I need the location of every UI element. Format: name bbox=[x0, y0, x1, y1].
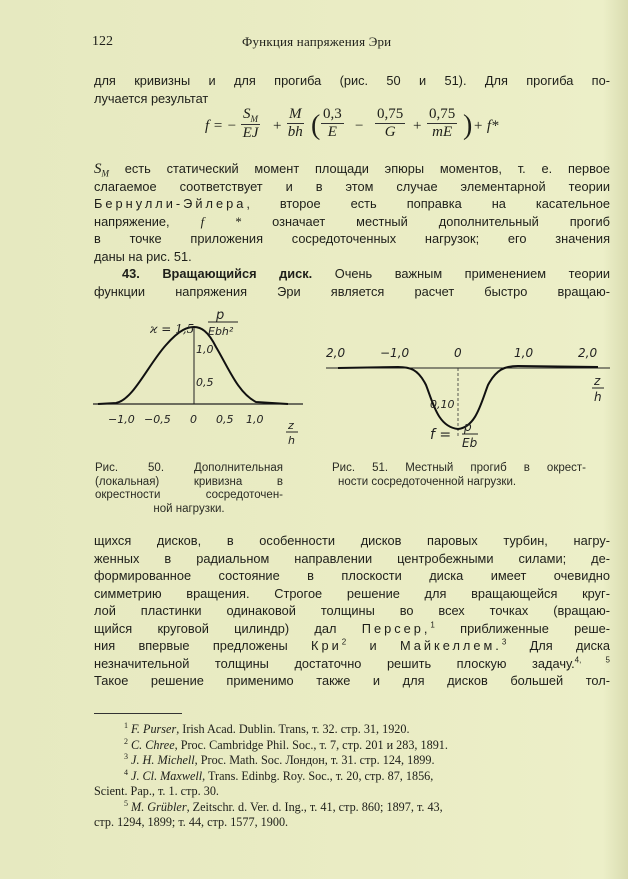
text-line: слагаемое соответствует и в этом случае элементарной теории bbox=[94, 178, 610, 194]
text-line: функции напряжения Эри является расчет быстро вращаю- bbox=[94, 283, 610, 299]
svg-text:p: p bbox=[464, 420, 472, 434]
svg-text:Ebh²: Ebh² bbox=[208, 325, 234, 338]
figure-51-caption: Рис. 51. Местный прогиб в окрест- ности сосредоточенной нагрузки. bbox=[332, 462, 586, 488]
svg-text:z: z bbox=[288, 419, 294, 432]
svg-text:0: 0 bbox=[454, 346, 462, 360]
fraction-03-e: $\frac{0,3}{E}$ bbox=[323, 106, 342, 140]
svg-text:f =: f = bbox=[430, 427, 452, 443]
left-paren: ( bbox=[311, 110, 321, 141]
name-michell: Майкеллем. bbox=[399, 638, 502, 653]
text-line: формированное состояние в плоскости диска имеет очевидно bbox=[94, 568, 610, 583]
footnote-ref[interactable]: 3 bbox=[501, 637, 507, 647]
svg-text:h: h bbox=[288, 434, 295, 447]
fraction-sm-ej: $\frac{S_M}{EJ}$ bbox=[242, 106, 259, 141]
paragraph-1 bbox=[94, 72, 610, 107]
svg-text:p: p bbox=[216, 308, 225, 323]
figure-50-caption: Рис. 50. Дополнительная (локальная) кривизна в окрестности сосредоточен- ной нагрузки. bbox=[95, 462, 283, 515]
svg-text:0,10: 0,10 bbox=[430, 398, 455, 411]
section-title: 43. Вращающийся диск. bbox=[122, 266, 313, 281]
text-line: даны на рис. 51. bbox=[94, 248, 192, 264]
minus-sign: − bbox=[355, 118, 364, 134]
text-line: незначительной толщины достаточно решить плоскую задачу.$^{4, 5}$ bbox=[94, 655, 611, 671]
section-heading-line: 43. Вращающийся диск. Очень важным применением теории bbox=[122, 266, 610, 281]
footnote-2: $^2$ C. Chree, Proc. Cambridge Phil. Soc., т. 7, стр. 201 и 283, 1891. bbox=[124, 736, 448, 752]
footnotes bbox=[94, 722, 610, 831]
name-bernoulli-euler: Бернулли-Эйлера bbox=[94, 196, 247, 211]
text-line: в точке приложения сосредоточенных нагрузок; его значения bbox=[94, 231, 610, 246]
svg-text:2,0: 2,0 bbox=[578, 346, 598, 360]
paragraph-3 bbox=[94, 532, 610, 690]
svg-text:0,5: 0,5 bbox=[216, 413, 234, 426]
text-line: $S_M$ есть статический момент площади эпюры моментов, т. е. первое bbox=[94, 161, 610, 179]
fraction-075-me: $\frac{0,75}{mE}$ bbox=[429, 106, 456, 140]
svg-text:1,0: 1,0 bbox=[246, 413, 264, 426]
footnote-5: $^5$ M. Grübler, Zeitschr. d. Ver. d. Ing., т. 41, стр. 860; 1897, т. 43, bbox=[124, 798, 443, 814]
text-line: Такое решение применимо также и для дисков большей тол- bbox=[94, 673, 610, 688]
running-title: Функция напряжения Эри bbox=[242, 34, 392, 49]
fraction-m-bh: $\frac{M}{bh}$ bbox=[287, 106, 303, 140]
name-chree: Кри bbox=[311, 638, 342, 653]
page-header bbox=[92, 34, 532, 50]
footnote-4: $^4$ J. Cl. Maxwell, Trans. Edinbg. Roy. Soc., т. 20, стр. 87, 1856, bbox=[124, 767, 434, 783]
plus-sign: + bbox=[273, 118, 282, 134]
svg-text:1,0: 1,0 bbox=[514, 346, 534, 360]
svg-text:0,5: 0,5 bbox=[196, 376, 214, 389]
page-number: 122 bbox=[92, 34, 113, 49]
footnote-3: $^3$ J. H. Michell, Proc. Math. Soc. Лондон, т. 31. стр. 124, 1899. bbox=[124, 751, 435, 767]
text-line: симметрию вращения. Строгое решение для вращающейся круг- bbox=[94, 585, 610, 601]
svg-text:h: h bbox=[594, 390, 602, 404]
text-line: женных в радиальном направлении центробежными силами; де- bbox=[94, 550, 610, 566]
footnote-4-cont: Scient. Pap., т. 1. стр. 30. bbox=[94, 784, 219, 798]
formula-tail: + f* bbox=[473, 118, 499, 134]
svg-text:−1,0: −1,0 bbox=[108, 413, 135, 426]
svg-text:0: 0 bbox=[190, 413, 197, 426]
text-line: лучается результат bbox=[94, 90, 209, 106]
deflection-formula bbox=[205, 106, 505, 156]
fraction-075-g: $\frac{0,75}{G}$ bbox=[377, 106, 404, 140]
right-paren: ) bbox=[463, 110, 473, 141]
svg-text:−0,5: −0,5 bbox=[144, 413, 171, 426]
footnote-ref[interactable]: 2 bbox=[341, 637, 347, 647]
text-line: Бернулли-Эйлера, второе есть поправка на касательное bbox=[94, 196, 610, 211]
figure-51-deflection-chart bbox=[318, 335, 618, 460]
plus-sign: + bbox=[413, 118, 422, 134]
name-purser: Персер, bbox=[361, 620, 431, 636]
footnote-ref[interactable]: 1 bbox=[430, 620, 435, 630]
text-line: щийся круговой цилиндр) дал Персер,$^1$ приближенные реше- bbox=[94, 620, 610, 636]
svg-text:z: z bbox=[594, 374, 601, 388]
svg-text:Eb: Eb bbox=[462, 436, 478, 450]
footnote-divider bbox=[94, 713, 182, 714]
svg-text:−1,0: −1,0 bbox=[380, 346, 410, 360]
footnote-ref[interactable]: 4, 5 bbox=[574, 655, 611, 665]
section-43 bbox=[94, 265, 610, 300]
text-line: напряжение, f * означает местный дополнительный прогиб bbox=[94, 213, 611, 229]
formula-lhs: f = − bbox=[205, 118, 237, 134]
text-line: для кривизны и для прогиба (рис. 50 и 51). Для прогиба по- bbox=[94, 73, 610, 88]
footnote-5-cont: стр. 1294, 1899; т. 44, стр. 1577, 1900. bbox=[94, 815, 289, 829]
footnote-1: $^1$ F. Purser, Irish Acad. Dublin. Trans, т. 32. стр. 31, 1920. bbox=[124, 720, 410, 736]
svg-text:1,0: 1,0 bbox=[196, 343, 214, 356]
paragraph-2 bbox=[94, 160, 610, 265]
text-line: щихся дисков, в особенности дисков паровых турбин, нагру- bbox=[94, 533, 610, 548]
svg-text:2,0: 2,0 bbox=[326, 346, 346, 360]
text-line: ния впервые предложены Кри$^2$ и Майкеллем.$^3$ Для диска bbox=[94, 637, 611, 653]
text-line: лой пластинки одинаковой толщины во всех точках (вращаю- bbox=[94, 603, 610, 618]
figure-50-curvature-chart bbox=[88, 305, 313, 460]
svg-text:ϰ = 1,5: ϰ = 1,5 bbox=[150, 322, 195, 336]
